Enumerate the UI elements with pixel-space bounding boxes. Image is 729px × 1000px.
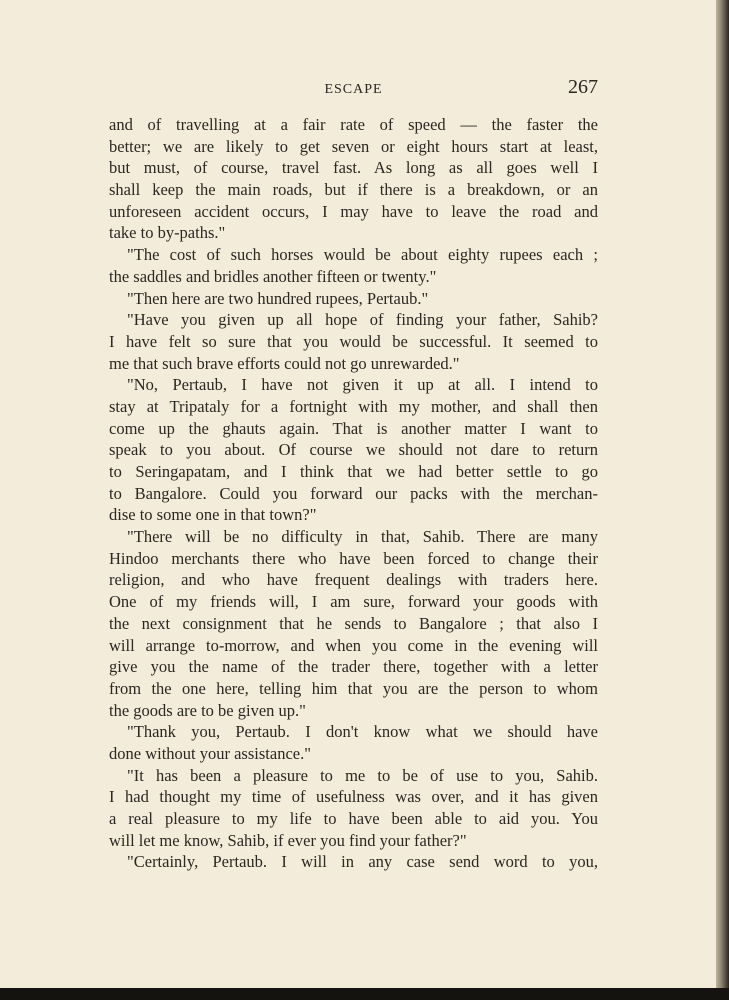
text-line: better; we are likely to get seven or eight hours start at least,	[109, 136, 598, 156]
text-line: will let me know, Sahib, if ever you find your father?"	[109, 830, 467, 850]
page-bottom-edge	[0, 988, 729, 1000]
text-line: "Have you given up all hope of finding your father, Sahib?	[127, 310, 598, 330]
text-line: to Bangalore. Could you forward our packs with the merchan-	[109, 483, 598, 503]
text-line: and of travelling at a fair rate of speed — the faster the	[109, 115, 598, 134]
text-line: "No, Pertaub, I have not given it up at all. I intend to	[127, 375, 598, 395]
text-line: "It has been a pleasure to me to be of use to you, Sahib.	[127, 765, 598, 785]
text-line: Hindoo merchants there who have been forced to change their	[109, 548, 598, 568]
text-line: dise to some one in that town?"	[109, 505, 317, 525]
text-line: from the one here, telling him that you are the person to whom	[109, 678, 598, 698]
page-edge	[716, 0, 729, 1000]
text-line: but must, of course, travel fast. As long as all goes well I	[109, 158, 598, 178]
text-line: will arrange to-morrow, and when you come in the evening will	[109, 635, 598, 655]
text-line: "Then here are two hundred rupees, Pertaub."	[127, 288, 429, 308]
text-line: the next consignment that he sends to Bangalore ; that also I	[109, 613, 598, 633]
text-line: "The cost of such horses would be about eighty rupees each ;	[127, 245, 598, 265]
text-line: speak to you about. Of course we should not dare to return	[109, 440, 598, 460]
text-line: to Seringapatam, and I think that we had better settle to go	[109, 462, 598, 481]
text-line: I had thought my time of usefulness was over, and it has given	[109, 787, 598, 807]
text-line: I have felt so sure that you would be successful. It seemed to	[109, 331, 598, 351]
page-number: 267	[568, 76, 598, 98]
text-line: take to by-paths."	[109, 223, 226, 243]
text-line: One of my friends will, I am sure, forward your goods with	[109, 592, 598, 612]
page-header	[109, 76, 598, 106]
text-line: come up the ghauts again. That is another matter I want to	[109, 418, 598, 438]
text-line: unforeseen accident occurs, I may have to leave the road and	[109, 201, 598, 221]
text-line: shall keep the main roads, but if there is a breakdown, or an	[109, 180, 598, 200]
text-line: the goods are to be given up."	[109, 700, 306, 720]
text-line: religion, and who have frequent dealings with traders here.	[109, 570, 598, 590]
text-line: give you the name of the trader there, together with a letter	[109, 657, 598, 677]
text-line: "Thank you, Pertaub. I don't know what we should have	[127, 722, 598, 742]
text-line: done without your assistance."	[109, 743, 311, 763]
text-line: "Certainly, Pertaub. I will in any case send word to you,	[127, 852, 598, 872]
text-line: the saddles and bridles another fifteen or twenty."	[109, 266, 437, 286]
text-line: me that such brave efforts could not go unrewarded."	[109, 353, 460, 373]
text-line: "There will be no difficulty in that, Sahib. There are many	[127, 527, 598, 547]
running-head: ESCAPE	[324, 82, 383, 97]
body-text	[109, 114, 598, 873]
text-line: stay at Tripataly for a fortnight with my mother, and shall then	[109, 396, 598, 416]
text-line: a real pleasure to my life to have been able to aid you. You	[109, 809, 598, 828]
